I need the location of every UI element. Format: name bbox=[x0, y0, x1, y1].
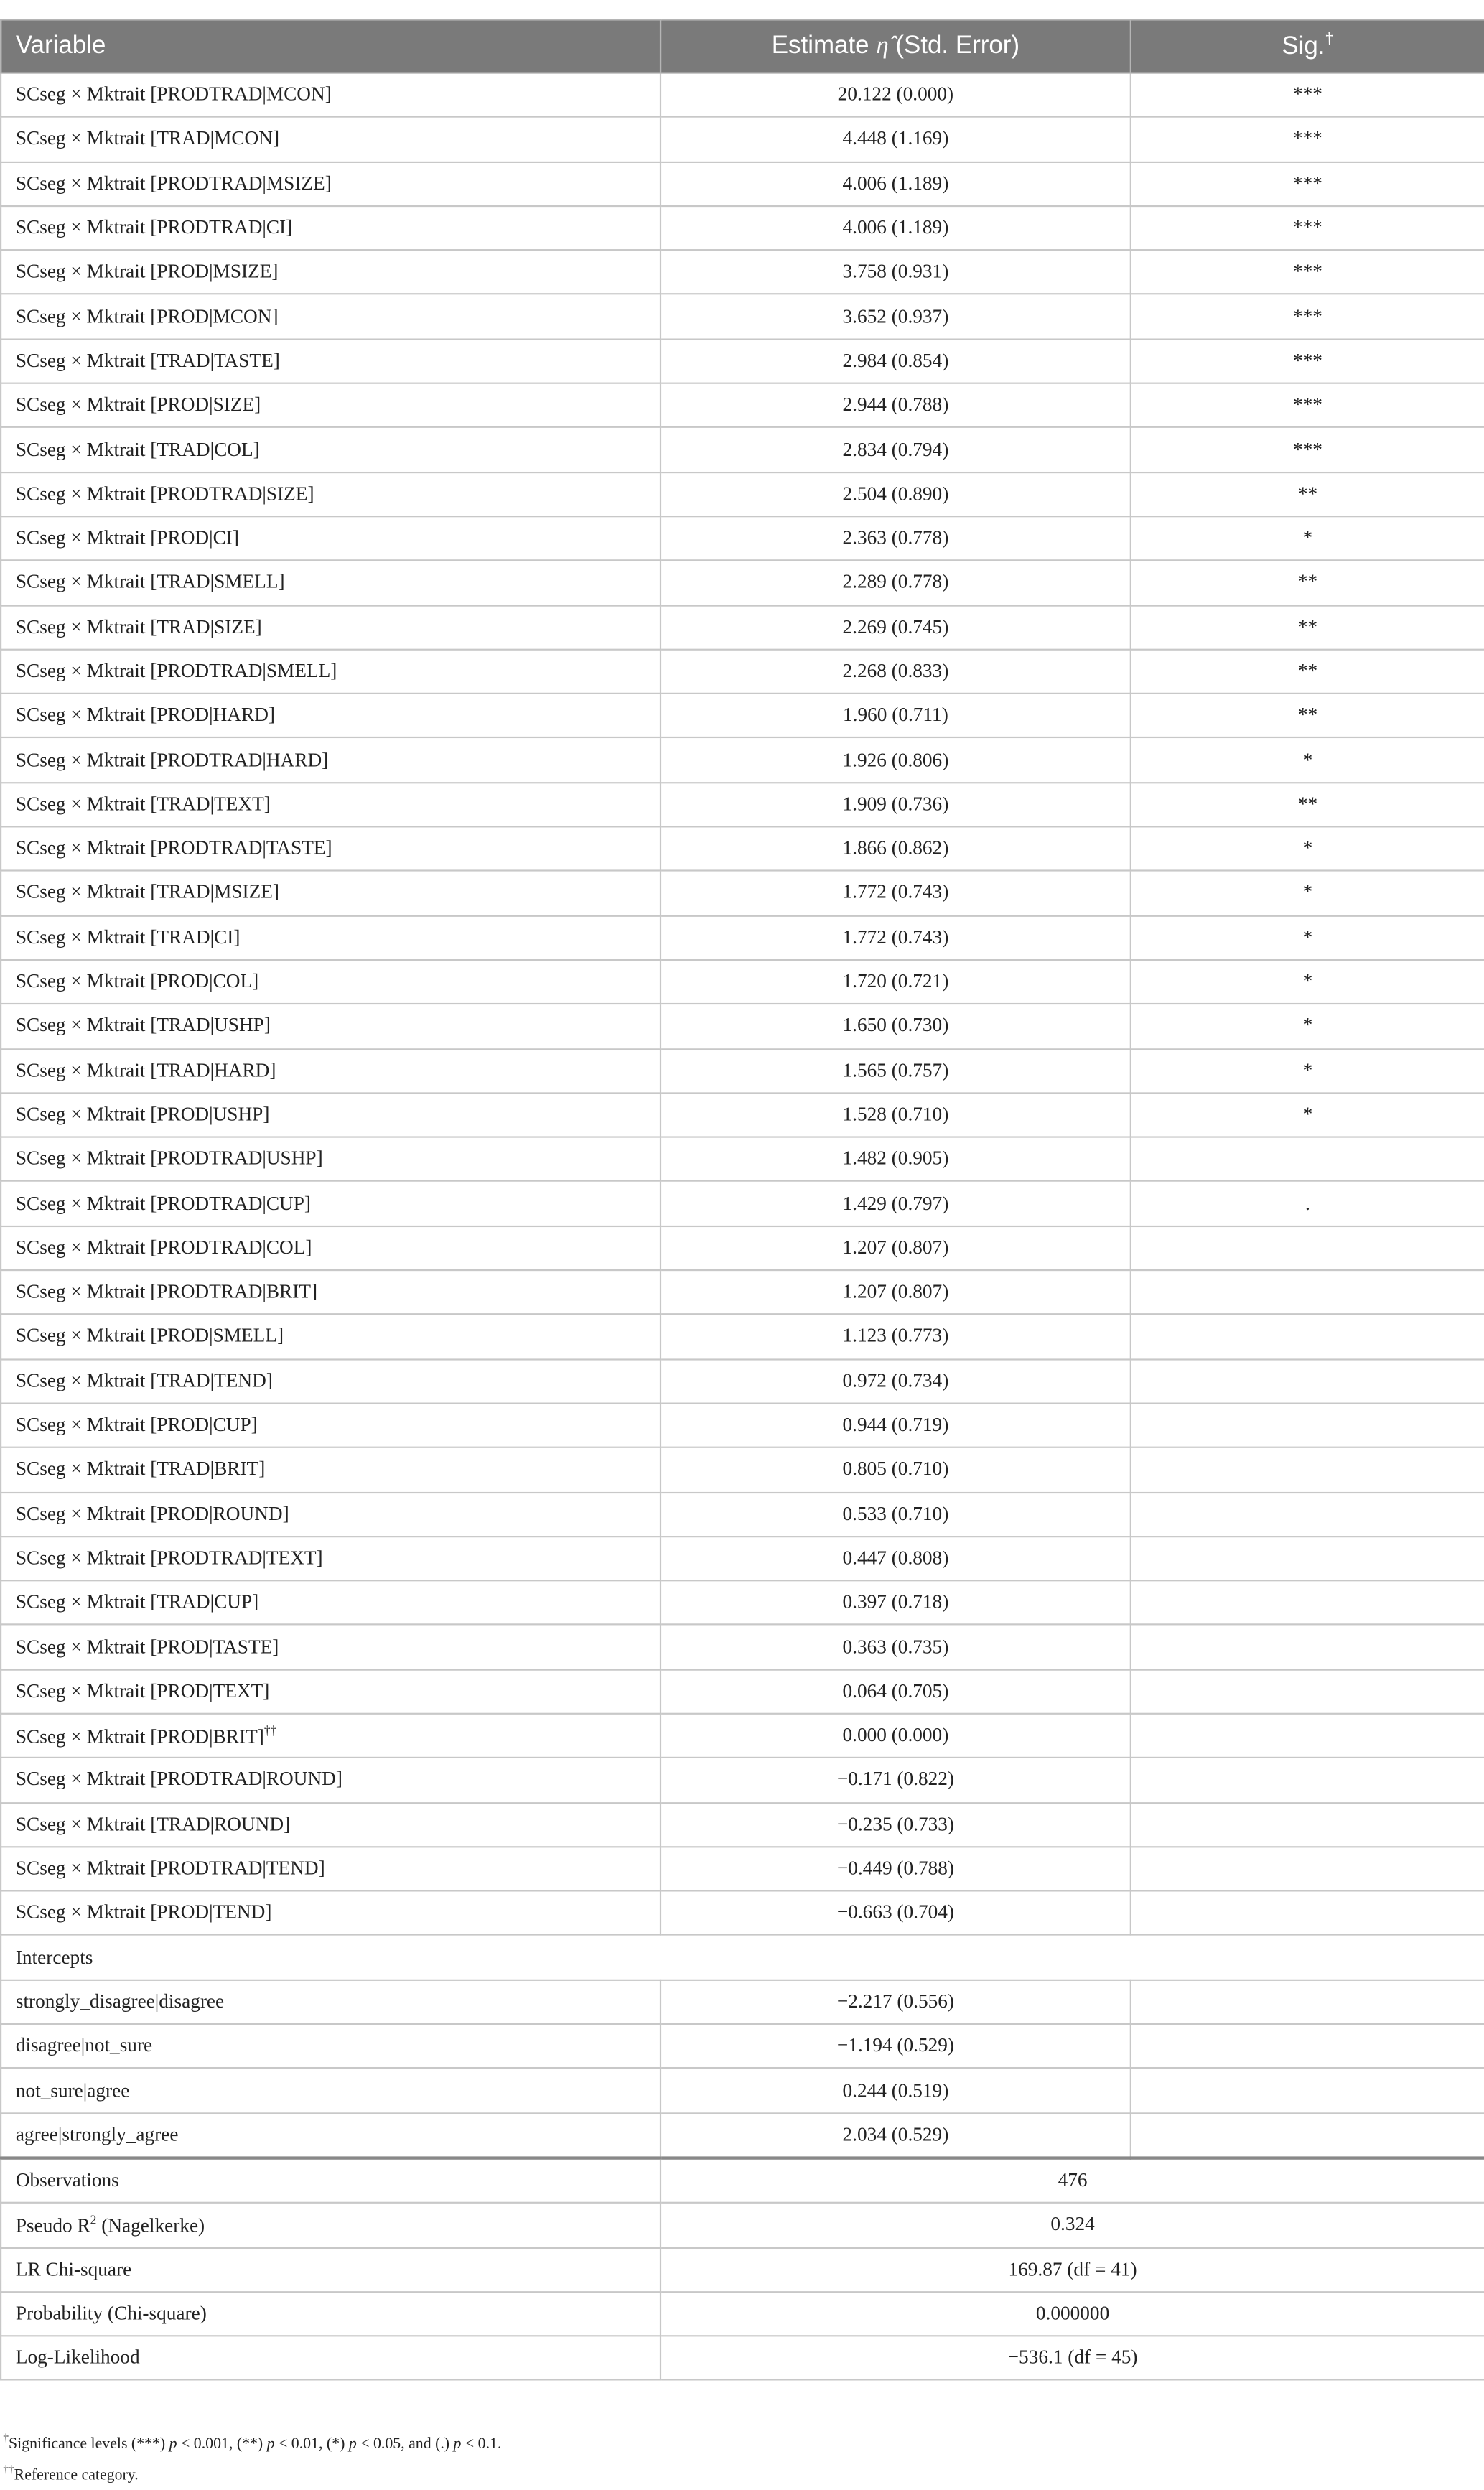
footnote-ref-mark: †† bbox=[3, 2463, 14, 2477]
variable-text: SCseg × Mktrait [PRODTRAD|HARD] bbox=[15, 748, 329, 771]
cell-estimate: 20.122 (0.000) bbox=[661, 73, 1131, 117]
table-row bbox=[1, 428, 1484, 472]
table-row bbox=[1, 1580, 1484, 1625]
stat-value: 0.324 bbox=[661, 2203, 1484, 2247]
table-row bbox=[1, 1093, 1484, 1137]
stat-label: LR Chi-square bbox=[1, 2247, 661, 2292]
stat-value: 169.87 (df = 41) bbox=[661, 2247, 1484, 2292]
variable-text: SCseg × Mktrait [PROD|TEND] bbox=[15, 1901, 272, 1924]
variable-text: SCseg × Mktrait [TRAD|CUP] bbox=[15, 1590, 259, 1613]
cell-variable bbox=[1, 960, 661, 1004]
variable-text: SCseg × Mktrait [PRODTRAD|SIZE] bbox=[15, 482, 314, 505]
table-row bbox=[1, 783, 1484, 827]
cell-estimate: 4.448 (1.169) bbox=[661, 117, 1131, 162]
cell-estimate: 0.447 (0.808) bbox=[661, 1537, 1131, 1581]
stat-row-lr-chi bbox=[1, 2247, 1484, 2292]
variable-text: SCseg × Mktrait [PRODTRAD|CI] bbox=[15, 216, 293, 238]
cell-variable bbox=[1, 1758, 661, 1803]
variable-text: SCseg × Mktrait [PROD|USHP] bbox=[15, 1103, 270, 1126]
cell-variable bbox=[1, 738, 661, 783]
cell-estimate: 2.363 (0.778) bbox=[661, 516, 1131, 561]
footnote-text: < 0.001, (**) bbox=[177, 2435, 267, 2453]
stat-value: −536.1 (df = 45) bbox=[661, 2336, 1484, 2381]
cell-sig: *** bbox=[1131, 117, 1484, 162]
table-row bbox=[1, 1403, 1484, 1447]
table-row bbox=[1, 206, 1484, 251]
cell-sig: ** bbox=[1131, 561, 1484, 605]
footnote-p: p bbox=[348, 2435, 357, 2453]
cell-sig: *** bbox=[1131, 251, 1484, 295]
cell-variable bbox=[1, 73, 661, 117]
cell-sig: *** bbox=[1131, 383, 1484, 428]
variable-text: SCseg × Mktrait [PRODTRAD|BRIT] bbox=[15, 1280, 318, 1303]
cell-estimate: −0.171 (0.822) bbox=[661, 1758, 1131, 1803]
table-row bbox=[1, 339, 1484, 383]
cell-variable bbox=[1, 339, 661, 383]
table-row bbox=[1, 1537, 1484, 1581]
table-header-row bbox=[1, 19, 1484, 73]
header-variable: Variable bbox=[1, 19, 661, 73]
stat-label: Observations bbox=[1, 2158, 661, 2203]
variable-text: SCseg × Mktrait [PROD|HARD] bbox=[15, 704, 275, 727]
pseudo-r2-suffix: (Nagelkerke) bbox=[96, 2214, 205, 2237]
cell-variable bbox=[1, 2024, 661, 2069]
cell-estimate: 1.866 (0.862) bbox=[661, 826, 1131, 871]
cell-variable bbox=[1, 206, 661, 251]
cell-variable bbox=[1, 162, 661, 206]
cell-sig: *** bbox=[1131, 73, 1484, 117]
variable-text: SCseg × Mktrait [TRAD|MCON] bbox=[15, 127, 280, 150]
variable-text: SCseg × Mktrait [PROD|MCON] bbox=[15, 304, 279, 327]
cell-sig bbox=[1131, 1270, 1484, 1315]
cell-estimate: −1.194 (0.529) bbox=[661, 2024, 1131, 2069]
cell-estimate: 2.944 (0.788) bbox=[661, 383, 1131, 428]
table-row bbox=[1, 1447, 1484, 1492]
stat-value: 0.000000 bbox=[661, 2292, 1484, 2336]
cell-variable bbox=[1, 251, 661, 295]
variable-text: SCseg × Mktrait [PRODTRAD|TEND] bbox=[15, 1857, 325, 1880]
cell-variable bbox=[1, 826, 661, 871]
cell-variable bbox=[1, 1847, 661, 1891]
cell-estimate: 0.244 (0.519) bbox=[661, 2069, 1131, 2113]
model-statistics bbox=[1, 2158, 1484, 2380]
table-row bbox=[1, 1137, 1484, 1182]
table-row bbox=[1, 1315, 1484, 1359]
cell-sig: *** bbox=[1131, 162, 1484, 206]
intercepts-heading-row bbox=[1, 1936, 1484, 1980]
cell-estimate: 0.397 (0.718) bbox=[661, 1580, 1131, 1625]
table-row bbox=[1, 1182, 1484, 1226]
cell-estimate: 2.504 (0.890) bbox=[661, 472, 1131, 516]
variable-text: SCseg × Mktrait [PRODTRAD|COL] bbox=[15, 1236, 312, 1259]
coefficient-rows bbox=[1, 73, 1484, 1935]
cell-sig bbox=[1131, 1625, 1484, 1669]
cell-estimate: 2.289 (0.778) bbox=[661, 561, 1131, 605]
cell-estimate: 1.960 (0.711) bbox=[661, 694, 1131, 738]
table-row bbox=[1, 694, 1484, 738]
cell-sig bbox=[1131, 1802, 1484, 1847]
table-row bbox=[1, 1492, 1484, 1537]
cell-sig bbox=[1131, 1226, 1484, 1270]
variable-text: SCseg × Mktrait [TRAD|TEXT] bbox=[15, 793, 271, 815]
variable-text: SCseg × Mktrait [PRODTRAD|TEXT] bbox=[15, 1547, 323, 1569]
variable-text: SCseg × Mktrait [PRODTRAD|ROUND] bbox=[15, 1768, 342, 1791]
variable-text: SCseg × Mktrait [PRODTRAD|MSIZE] bbox=[15, 172, 332, 195]
variable-text: SCseg × Mktrait [TRAD|MSIZE] bbox=[15, 881, 280, 904]
cell-sig: * bbox=[1131, 738, 1484, 783]
variable-text: SCseg × Mktrait [TRAD|ROUND] bbox=[15, 1812, 291, 1835]
table-row bbox=[1, 1004, 1484, 1049]
cell-sig: ** bbox=[1131, 605, 1484, 650]
cell-variable bbox=[1, 1492, 661, 1537]
cell-variable bbox=[1, 1048, 661, 1093]
cell-sig: * bbox=[1131, 960, 1484, 1004]
footnote-p: p bbox=[453, 2435, 462, 2453]
stat-row-pseudo-r2 bbox=[1, 2203, 1484, 2247]
regression-results-table bbox=[0, 19, 1484, 2381]
table-row bbox=[1, 1270, 1484, 1315]
footnote-text: < 0.05, and (.) bbox=[356, 2435, 454, 2453]
cell-sig bbox=[1131, 1137, 1484, 1182]
variable-text: SCseg × Mktrait [TRAD|SMELL] bbox=[15, 571, 285, 593]
footnote-reference bbox=[3, 2458, 501, 2489]
footnote-sig-mark: † bbox=[3, 2432, 9, 2445]
variable-text: SCseg × Mktrait [PROD|SIZE] bbox=[15, 393, 261, 416]
footnote-text: < 0.1. bbox=[461, 2435, 502, 2453]
header-sig-mark: † bbox=[1325, 31, 1334, 49]
cell-estimate: 1.565 (0.757) bbox=[661, 1048, 1131, 1093]
variable-text: SCseg × Mktrait [PROD|BRIT] bbox=[15, 1725, 264, 1748]
cell-variable bbox=[1, 383, 661, 428]
cell-variable bbox=[1, 516, 661, 561]
cell-estimate: 2.834 (0.794) bbox=[661, 428, 1131, 472]
cell-sig bbox=[1131, 1669, 1484, 1714]
table-row bbox=[1, 826, 1484, 871]
table-row bbox=[1, 871, 1484, 915]
table-row bbox=[1, 1714, 1484, 1758]
cell-sig bbox=[1131, 1980, 1484, 2024]
cell-estimate: 2.034 (0.529) bbox=[661, 2113, 1131, 2158]
cell-variable bbox=[1, 649, 661, 694]
cell-sig: ** bbox=[1131, 649, 1484, 694]
intercept-row bbox=[1, 2113, 1484, 2158]
cell-estimate: 1.123 (0.773) bbox=[661, 1315, 1131, 1359]
cell-variable bbox=[1, 117, 661, 162]
cell-estimate: 2.268 (0.833) bbox=[661, 649, 1131, 694]
cell-sig bbox=[1131, 1447, 1484, 1492]
cell-sig bbox=[1131, 2024, 1484, 2069]
variable-text: not_sure|agree bbox=[15, 2079, 130, 2101]
variable-text: SCseg × Mktrait [PROD|MSIZE] bbox=[15, 261, 279, 283]
table-row bbox=[1, 1669, 1484, 1714]
variable-text: SCseg × Mktrait [PROD|COL] bbox=[15, 970, 259, 992]
cell-estimate: 1.528 (0.710) bbox=[661, 1093, 1131, 1137]
cell-variable bbox=[1, 783, 661, 827]
cell-estimate: 1.207 (0.807) bbox=[661, 1226, 1131, 1270]
header-estimate-prefix: Estimate bbox=[771, 32, 869, 59]
cell-sig: *** bbox=[1131, 206, 1484, 251]
cell-variable bbox=[1, 1359, 661, 1404]
header-sig-label: Sig. bbox=[1282, 33, 1325, 60]
table-row bbox=[1, 251, 1484, 295]
variable-text: SCseg × Mktrait [PRODTRAD|MCON] bbox=[15, 83, 332, 106]
cell-sig: * bbox=[1131, 516, 1484, 561]
cell-variable bbox=[1, 871, 661, 915]
cell-estimate: −2.217 (0.556) bbox=[661, 1980, 1131, 2024]
cell-variable bbox=[1, 915, 661, 960]
cell-variable bbox=[1, 1182, 661, 1226]
variable-text: SCseg × Mktrait [PROD|CI] bbox=[15, 526, 239, 549]
cell-estimate: 4.006 (1.189) bbox=[661, 206, 1131, 251]
variable-text: SCseg × Mktrait [PROD|SMELL] bbox=[15, 1325, 284, 1347]
pseudo-r2-sup: 2 bbox=[90, 2212, 97, 2227]
variable-text: SCseg × Mktrait [PRODTRAD|SMELL] bbox=[15, 659, 337, 682]
footnote-text: Reference category. bbox=[14, 2468, 139, 2486]
cell-sig bbox=[1131, 1758, 1484, 1803]
cell-sig bbox=[1131, 2069, 1484, 2113]
cell-estimate: 0.064 (0.705) bbox=[661, 1669, 1131, 1714]
variable-text: SCseg × Mktrait [TRAD|TASTE] bbox=[15, 349, 280, 372]
variable-text: SCseg × Mktrait [TRAD|USHP] bbox=[15, 1015, 271, 1037]
cell-estimate: 1.482 (0.905) bbox=[661, 1137, 1131, 1182]
table-row bbox=[1, 1847, 1484, 1891]
intercept-section bbox=[1, 1936, 1484, 1980]
table-row bbox=[1, 1226, 1484, 1270]
cell-sig: ** bbox=[1131, 694, 1484, 738]
cell-estimate: 4.006 (1.189) bbox=[661, 162, 1131, 206]
cell-estimate: 0.000 (0.000) bbox=[661, 1714, 1131, 1758]
cell-variable bbox=[1, 1802, 661, 1847]
variable-text: SCseg × Mktrait [TRAD|TEND] bbox=[15, 1369, 273, 1391]
cell-sig: *** bbox=[1131, 428, 1484, 472]
cell-sig: * bbox=[1131, 1004, 1484, 1049]
stat-label: Probability (Chi-square) bbox=[1, 2292, 661, 2336]
table-row bbox=[1, 561, 1484, 605]
footnote-p: p bbox=[266, 2435, 275, 2453]
table-row bbox=[1, 1359, 1484, 1404]
footnote-p: p bbox=[169, 2435, 177, 2453]
cell-sig bbox=[1131, 1714, 1484, 1758]
cell-variable bbox=[1, 1004, 661, 1049]
cell-estimate: 0.944 (0.719) bbox=[661, 1403, 1131, 1447]
cell-estimate: −0.449 (0.788) bbox=[661, 1847, 1131, 1891]
cell-sig: ** bbox=[1131, 783, 1484, 827]
variable-text: SCseg × Mktrait [PROD|TASTE] bbox=[15, 1635, 279, 1658]
stat-label bbox=[1, 2203, 661, 2247]
cell-variable bbox=[1, 294, 661, 339]
cell-variable bbox=[1, 1315, 661, 1359]
table-row bbox=[1, 1625, 1484, 1669]
cell-sig: * bbox=[1131, 826, 1484, 871]
header-estimate bbox=[661, 19, 1131, 73]
stat-value: 476 bbox=[661, 2158, 1484, 2203]
cell-sig bbox=[1131, 1359, 1484, 1404]
variable-text: SCseg × Mktrait [TRAD|CI] bbox=[15, 925, 241, 948]
table-row bbox=[1, 1758, 1484, 1803]
variable-text: SCseg × Mktrait [PRODTRAD|USHP] bbox=[15, 1147, 323, 1170]
table-row bbox=[1, 738, 1484, 783]
cell-estimate: 0.805 (0.710) bbox=[661, 1447, 1131, 1492]
cell-sig bbox=[1131, 1537, 1484, 1581]
header-estimate-suffix: (Std. Error) bbox=[895, 32, 1020, 59]
cell-estimate: 0.972 (0.734) bbox=[661, 1359, 1131, 1404]
cell-estimate: 1.772 (0.743) bbox=[661, 871, 1131, 915]
cell-sig: * bbox=[1131, 1048, 1484, 1093]
intercepts-label: Intercepts bbox=[1, 1936, 1484, 1980]
cell-sig: * bbox=[1131, 915, 1484, 960]
table-row bbox=[1, 117, 1484, 162]
cell-estimate: 1.772 (0.743) bbox=[661, 915, 1131, 960]
cell-variable bbox=[1, 694, 661, 738]
stat-row-observations bbox=[1, 2158, 1484, 2203]
cell-variable bbox=[1, 1891, 661, 1936]
variable-text: SCseg × Mktrait [TRAD|SIZE] bbox=[15, 615, 262, 638]
table-row bbox=[1, 516, 1484, 561]
cell-sig: *** bbox=[1131, 294, 1484, 339]
cell-variable bbox=[1, 428, 661, 472]
footnote-text: < 0.01, (*) bbox=[274, 2435, 349, 2453]
cell-variable bbox=[1, 561, 661, 605]
stat-row-probability bbox=[1, 2292, 1484, 2336]
variable-text: disagree|not_sure bbox=[15, 2034, 153, 2057]
header-sig bbox=[1131, 19, 1484, 73]
footnote-text: Significance levels (***) bbox=[9, 2435, 169, 2453]
table-row bbox=[1, 162, 1484, 206]
cell-estimate: 1.909 (0.736) bbox=[661, 783, 1131, 827]
intercept-rows bbox=[1, 1980, 1484, 2158]
table-row bbox=[1, 605, 1484, 650]
cell-variable bbox=[1, 1980, 661, 2024]
cell-variable bbox=[1, 1403, 661, 1447]
reference-mark: †† bbox=[263, 1722, 277, 1738]
header-estimate-symbol: η̂ bbox=[876, 32, 889, 59]
cell-estimate: 3.652 (0.937) bbox=[661, 294, 1131, 339]
intercept-row bbox=[1, 1980, 1484, 2024]
cell-sig bbox=[1131, 2113, 1484, 2158]
table-row bbox=[1, 1048, 1484, 1093]
stat-row-log-likelihood bbox=[1, 2336, 1484, 2381]
table-row bbox=[1, 472, 1484, 516]
cell-sig: . bbox=[1131, 1182, 1484, 1226]
variable-text: SCseg × Mktrait [PROD|TEXT] bbox=[15, 1679, 270, 1702]
cell-sig bbox=[1131, 1847, 1484, 1891]
cell-estimate: 1.720 (0.721) bbox=[661, 960, 1131, 1004]
cell-variable bbox=[1, 1537, 661, 1581]
cell-estimate: 0.363 (0.735) bbox=[661, 1625, 1131, 1669]
table-footnotes bbox=[3, 2426, 501, 2490]
variable-text: SCseg × Mktrait [PROD|ROUND] bbox=[15, 1502, 289, 1524]
cell-estimate: 2.984 (0.854) bbox=[661, 339, 1131, 383]
table-row bbox=[1, 1891, 1484, 1936]
cell-estimate: −0.235 (0.733) bbox=[661, 1802, 1131, 1847]
intercept-row bbox=[1, 2069, 1484, 2113]
cell-sig: * bbox=[1131, 1093, 1484, 1137]
variable-text: SCseg × Mktrait [TRAD|HARD] bbox=[15, 1058, 276, 1081]
cell-estimate: 1.429 (0.797) bbox=[661, 1182, 1131, 1226]
cell-variable bbox=[1, 1093, 661, 1137]
cell-estimate: 1.926 (0.806) bbox=[661, 738, 1131, 783]
cell-estimate: 0.533 (0.710) bbox=[661, 1492, 1131, 1537]
variable-text: SCseg × Mktrait [PROD|CUP] bbox=[15, 1413, 258, 1436]
cell-estimate: 1.650 (0.730) bbox=[661, 1004, 1131, 1049]
cell-sig bbox=[1131, 1403, 1484, 1447]
cell-variable bbox=[1, 2113, 661, 2158]
intercept-row bbox=[1, 2024, 1484, 2069]
cell-sig bbox=[1131, 1891, 1484, 1936]
stat-label: Log-Likelihood bbox=[1, 2336, 661, 2381]
cell-estimate: 3.758 (0.931) bbox=[661, 251, 1131, 295]
table-row bbox=[1, 294, 1484, 339]
cell-variable bbox=[1, 1447, 661, 1492]
table-row bbox=[1, 383, 1484, 428]
cell-sig: *** bbox=[1131, 339, 1484, 383]
variable-text: SCseg × Mktrait [PRODTRAD|CUP] bbox=[15, 1192, 312, 1214]
variable-text: SCseg × Mktrait [TRAD|BRIT] bbox=[15, 1458, 266, 1481]
footnote-significance bbox=[3, 2426, 501, 2458]
table-row bbox=[1, 73, 1484, 117]
variable-text: strongly_disagree|disagree bbox=[15, 1990, 225, 2013]
table-row bbox=[1, 915, 1484, 960]
variable-text: agree|strongly_agree bbox=[15, 2123, 179, 2145]
table-row bbox=[1, 960, 1484, 1004]
pseudo-r2-prefix: Pseudo R bbox=[15, 2214, 90, 2237]
cell-variable bbox=[1, 1580, 661, 1625]
cell-variable bbox=[1, 605, 661, 650]
cell-sig bbox=[1131, 1315, 1484, 1359]
cell-variable bbox=[1, 1714, 661, 1758]
cell-variable bbox=[1, 1625, 661, 1669]
cell-variable bbox=[1, 1270, 661, 1315]
cell-variable bbox=[1, 2069, 661, 2113]
table-row bbox=[1, 1802, 1484, 1847]
cell-sig: * bbox=[1131, 871, 1484, 915]
cell-variable bbox=[1, 472, 661, 516]
cell-variable bbox=[1, 1226, 661, 1270]
variable-text: SCseg × Mktrait [PRODTRAD|TASTE] bbox=[15, 836, 332, 859]
cell-variable bbox=[1, 1137, 661, 1182]
cell-variable bbox=[1, 1669, 661, 1714]
cell-sig bbox=[1131, 1492, 1484, 1537]
cell-sig bbox=[1131, 1580, 1484, 1625]
variable-text: SCseg × Mktrait [TRAD|COL] bbox=[15, 438, 260, 460]
cell-estimate: 2.269 (0.745) bbox=[661, 605, 1131, 650]
cell-estimate: 1.207 (0.807) bbox=[661, 1270, 1131, 1315]
table-row bbox=[1, 649, 1484, 694]
cell-sig: ** bbox=[1131, 472, 1484, 516]
cell-estimate: −0.663 (0.704) bbox=[661, 1891, 1131, 1936]
